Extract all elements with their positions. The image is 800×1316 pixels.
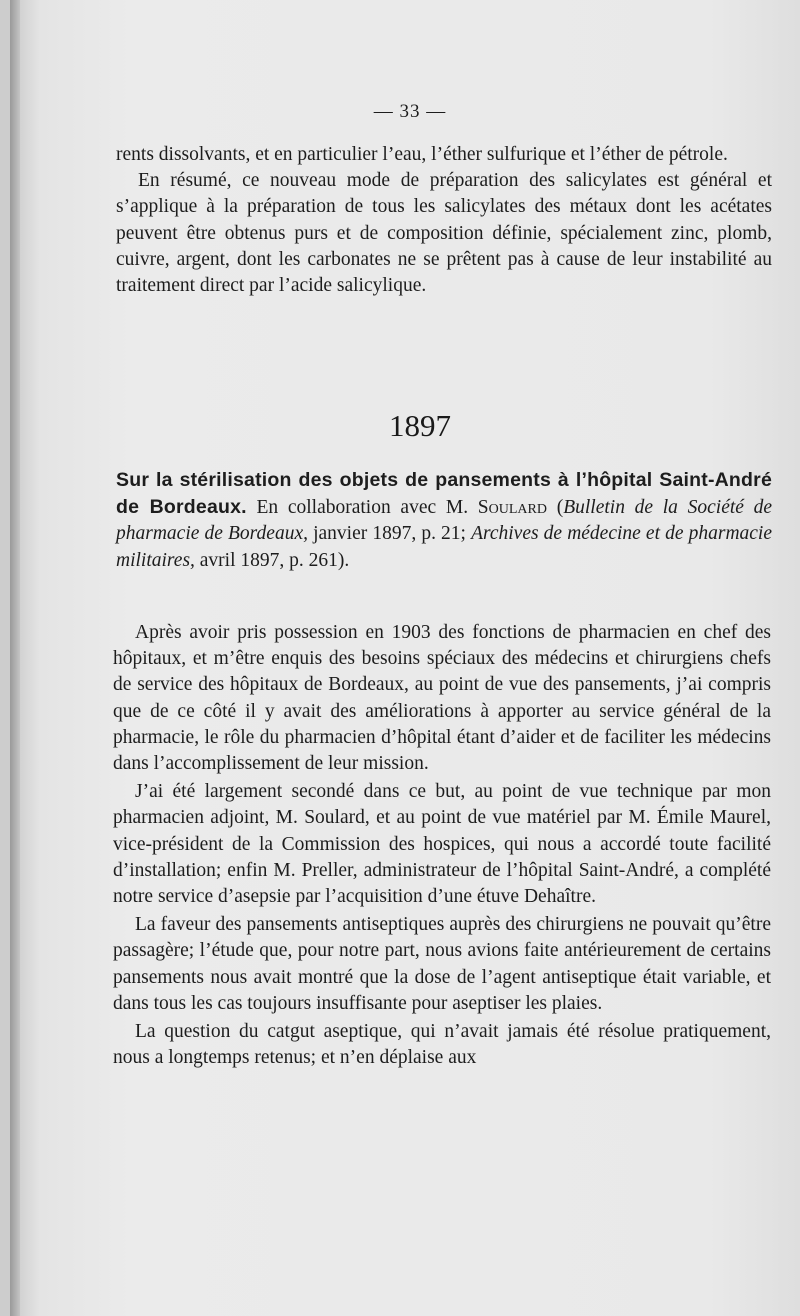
scanned-page [10, 0, 800, 1316]
entry-title: Sur la stérilisation des objets de pansements à l’hôpital Saint-André de Bordeaux. [116, 469, 772, 519]
entry-paragraph [116, 467, 772, 574]
body-paragraph-3: La faveur des pansements antiseptiques auprès des chirurgiens ne pouvait qu’être passagère; l’étude que, pour notre part, nous avions faite antérieurement de certains pansements nous avait montré que la dose de l’agent antiseptique était variable, et dans tous les cas toujours insuffisante pour aseptiser les plaies. [113, 914, 771, 1014]
intro-paragraph-2: En résumé, ce nouveau mode de préparation des salicylates est général et s’applique à la préparation de tous les salicylates des métaux dont les acétates peuvent être obtenus purs et de composition définie, spécialement zinc, plomb, cuivre, argent, dont les carbonates ne se prêtent pas à cause de leur instabilité au traitement direct par l’acide salicylique. [116, 170, 772, 297]
body-text-block [113, 620, 771, 1073]
intro-text-block [116, 142, 772, 299]
body-paragraph-2: J’ai été largement secondé dans ce but, au point de vue technique par mon pharmacien adjoint, M. Soulard, et au point de vue matériel par M. Émile Maurel, vice-président de la Commission des hospices, qui nous a accordé toute facilité d’installation; enfin M. Preller, administrateur de l’hôpital Saint-André, a complété notre service d’asepsie par l’acquisition d’une étuve Dehaître. [113, 781, 771, 908]
body-paragraph-1: Après avoir pris possession en 1903 des fonctions de pharmacien en chef des hôpitaux, et m’être enquis des besoins spéciaux des médecins et chirurgiens chefs de service des hôpitaux de Bordeaux, au point de vue des pansements, j’ai compris que de ce côté il y avait des améliorations à apporter au service général de la pharmacie, le rôle du pharmacien d’hôpital étant d’aider et de faciliter les médecins dans l’accomplissement de leur mission. [113, 622, 771, 775]
entry-journal-1-details: janvier 1897, p. 21; [313, 523, 466, 545]
entry-collab-name: Soulard [477, 497, 547, 519]
entry-ref-open: ( [556, 497, 564, 519]
year-heading: 1897 [389, 408, 451, 443]
body-paragraph-4: La question du catgut aseptique, qui n’avait jamais été résolue pratiquement, nous a longtemps retenus; et n’en déplaise aux [113, 1021, 771, 1069]
page-binding-edge [10, 0, 20, 1316]
entry-collab-prefix: En collaboration avec M. [256, 497, 469, 519]
entry-journal-2-details: avril 1897, p. 261). [199, 549, 350, 571]
bibliography-entry [116, 467, 772, 574]
intro-paragraph-1: rents dissolvants, et en particulier l’eau, l’éther sulfurique et l’éther de pétrole. [116, 144, 728, 165]
entry-journal-1: Bulletin de la Société de pharmacie de Bordeaux, [116, 497, 773, 545]
page-number: — 33 — [373, 101, 447, 122]
entry-journal-2: Archives de médecine et de pharmacie militaires, [116, 523, 773, 571]
